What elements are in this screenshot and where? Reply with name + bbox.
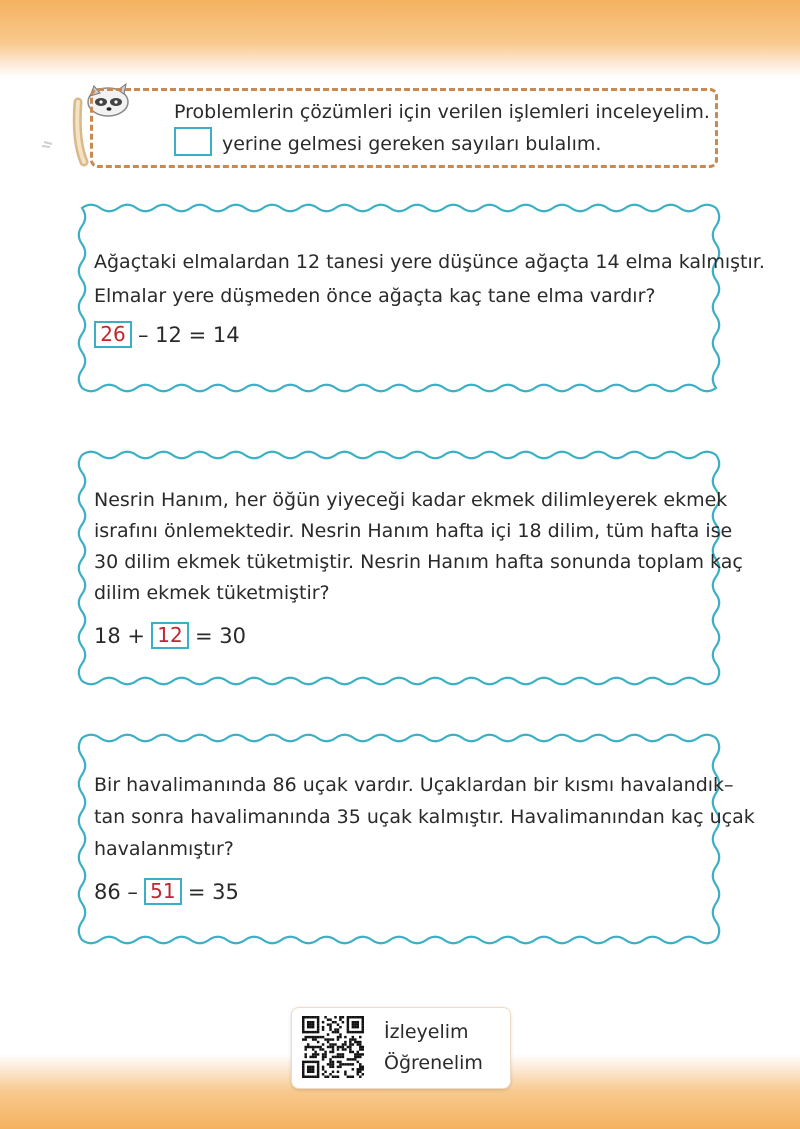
qr-label-watch: İzleyelim [384, 1021, 469, 1043]
problem-2-line-4: dilim ekmek tüketmiştir? [94, 582, 330, 604]
problem-card-3 [74, 730, 755, 948]
equation-after: – 12 = 14 [138, 322, 240, 347]
problem-1-line-2: Elmalar yere düşmeden önce ağaçta kaç tane elma vardır? [94, 285, 656, 307]
equation-after: = 30 [195, 623, 246, 648]
answer-box[interactable]: 12 [151, 622, 189, 649]
problem-card-1 [74, 200, 765, 396]
problem-3-line-1: Bir havalimanında 86 uçak vardır. Uçaklardan bir kısmı havalandık– [94, 774, 734, 796]
problem-3-line-3: havalanmıştır? [94, 838, 234, 860]
answer-box[interactable]: 51 [144, 878, 182, 905]
qr-label-learn: Öğrenelim [384, 1052, 483, 1074]
placeholder-box-icon [174, 127, 212, 156]
equation-after: = 35 [187, 879, 239, 904]
instruction-line-2: yerine gelmesi gereken sayıları bulalım. [222, 133, 602, 155]
instruction-line-1: Problemlerin çözümleri için verilen işlemleri inceleyelim. [174, 101, 710, 123]
qr-code-icon[interactable] [302, 1016, 364, 1078]
problem-2-line-1: Nesrin Hanım, her öğün yiyeceği kadar ekmek dilimleyerek ekmek [94, 489, 728, 511]
problem-1-equation [94, 321, 240, 348]
problem-1-line-1: Ağaçtaki elmalardan 12 tanesi yere düşünce ağaçta 14 elma kalmıştır. [94, 251, 765, 273]
problem-2-equation [94, 622, 246, 649]
top-decorative-band [0, 0, 800, 78]
problem-2-line-3: 30 dilim ekmek tüketmiştir. Nesrin Hanım hafta sonunda toplam kaç [94, 551, 743, 573]
equation-before: 86 – [94, 879, 138, 904]
problem-2-line-2: israfını önlemektedir. Nesrin Hanım hafta içi 18 dilim, tüm hafta ise [94, 520, 733, 542]
answer-box[interactable]: 26 [94, 321, 132, 348]
qr-panel[interactable] [291, 1007, 511, 1089]
problem-card-2 [74, 447, 743, 689]
problem-3-line-2: tan sonra havalimanında 35 uçak kalmıştır. Havalimanından kaç uçak [94, 806, 755, 828]
equation-before: 18 + [94, 623, 145, 648]
problem-3-equation [94, 878, 239, 905]
